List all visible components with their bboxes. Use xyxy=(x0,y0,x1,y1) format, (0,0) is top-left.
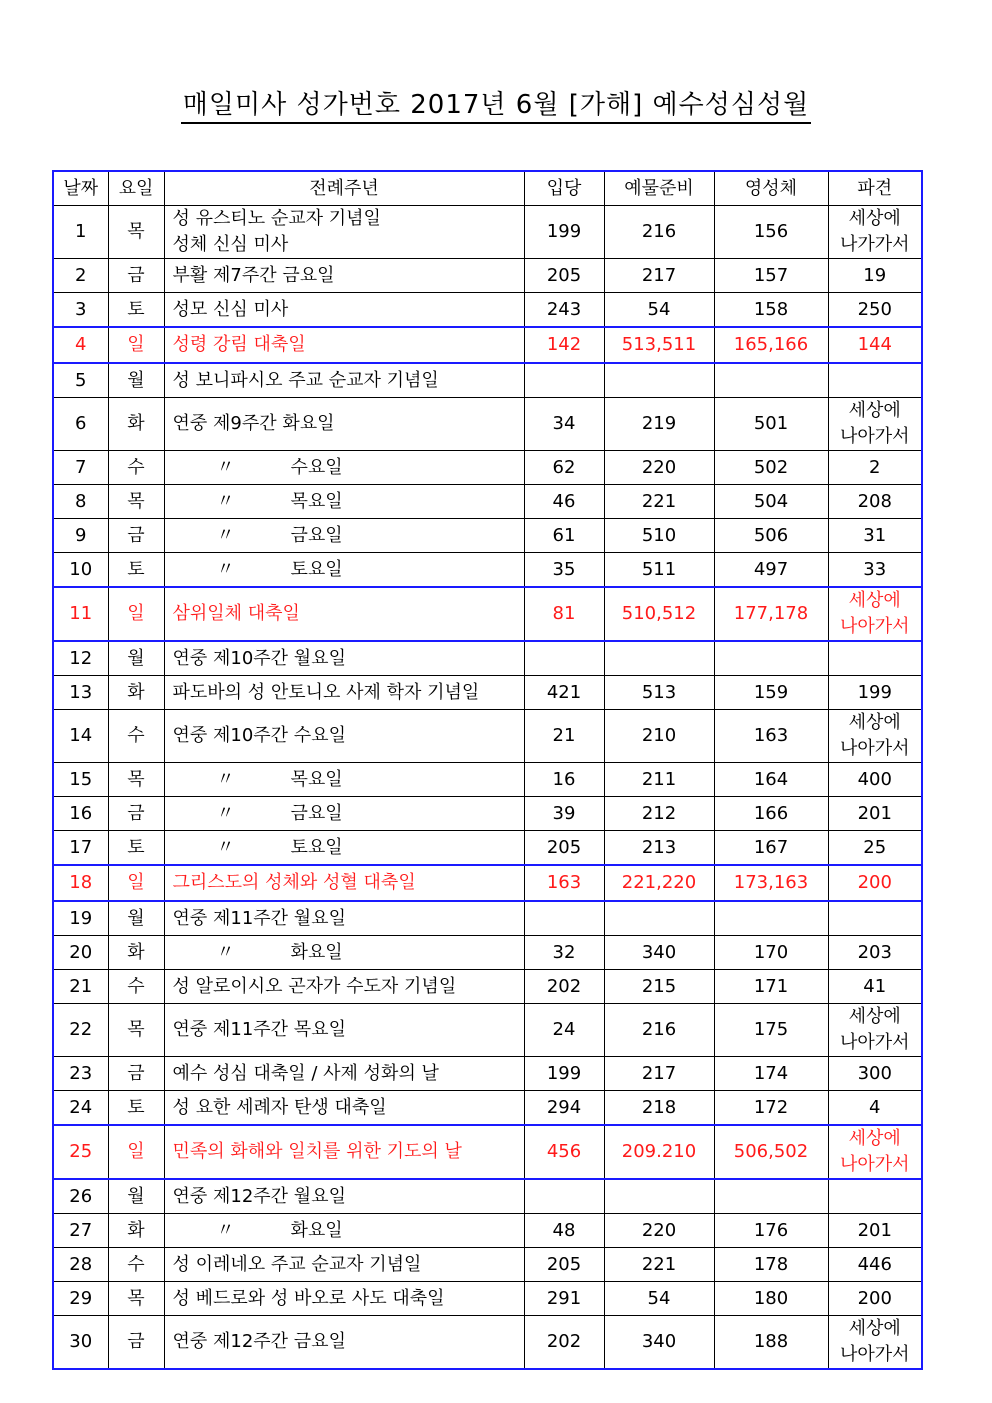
table-row xyxy=(53,553,922,588)
communion-cell: 171 xyxy=(714,970,828,1004)
entrance-cell xyxy=(524,901,604,936)
dismissal-cell: 203 xyxy=(828,936,922,970)
dismissal-cell: 33 xyxy=(828,553,922,588)
day-cell: 16 xyxy=(53,797,108,831)
dismissal-cell xyxy=(828,1179,922,1214)
header-entrance: 입당 xyxy=(524,171,604,206)
day-cell: 9 xyxy=(53,519,108,553)
day-cell: 24 xyxy=(53,1091,108,1126)
dismissal-cell: 세상에 나아가서 xyxy=(828,1316,922,1370)
header-liturgy: 전례주년 xyxy=(164,171,524,206)
header-dismissal: 파견 xyxy=(828,171,922,206)
weekday-cell: 토 xyxy=(108,293,164,328)
dismissal-cell: 19 xyxy=(828,259,922,293)
dismissal-cell: 세상에 나아가서 xyxy=(828,398,922,451)
table-row xyxy=(53,710,922,763)
entrance-cell: 456 xyxy=(524,1125,604,1179)
entrance-cell: 421 xyxy=(524,676,604,710)
weekday-cell: 일 xyxy=(108,327,164,363)
offertory-cell: 209.210 xyxy=(604,1125,714,1179)
weekday-cell: 화 xyxy=(108,676,164,710)
table-row xyxy=(53,206,922,259)
day-cell: 13 xyxy=(53,676,108,710)
entrance-cell: 46 xyxy=(524,485,604,519)
dismissal-cell: 400 xyxy=(828,763,922,797)
offertory-cell: 510 xyxy=(604,519,714,553)
entrance-cell: 291 xyxy=(524,1282,604,1316)
table-row xyxy=(53,641,922,676)
header-date: 날짜 xyxy=(53,171,108,206)
entrance-cell: 61 xyxy=(524,519,604,553)
entrance-cell: 202 xyxy=(524,970,604,1004)
weekday-cell: 목 xyxy=(108,1282,164,1316)
liturgy-cell: 성 유스티노 순교자 기념일 성체 신심 미사 xyxy=(164,206,524,259)
table-row xyxy=(53,398,922,451)
communion-cell: 157 xyxy=(714,259,828,293)
day-cell: 8 xyxy=(53,485,108,519)
day-cell: 22 xyxy=(53,1004,108,1057)
page-title-text: 매일미사 성가번호 2017년 6월 [가해] 예수성심성월 xyxy=(181,90,811,124)
offertory-cell: 221,220 xyxy=(604,865,714,901)
dismissal-cell: 200 xyxy=(828,1282,922,1316)
liturgy-cell: 민족의 화해와 일치를 위한 기도의 날 xyxy=(164,1125,524,1179)
offertory-cell: 221 xyxy=(604,1248,714,1282)
dismissal-cell xyxy=(828,363,922,398)
liturgy-cell: 파도바의 성 안토니오 사제 학자 기념일 xyxy=(164,676,524,710)
liturgy-cell: 연중 제12주간 금요일 xyxy=(164,1316,524,1370)
offertory-cell: 215 xyxy=(604,970,714,1004)
day-cell: 30 xyxy=(53,1316,108,1370)
day-cell: 6 xyxy=(53,398,108,451)
weekday-cell: 목 xyxy=(108,763,164,797)
weekday-cell: 목 xyxy=(108,1004,164,1057)
liturgy-cell: 성 보니파시오 주교 순교자 기념일 xyxy=(164,363,524,398)
ditto-mark: 〃 xyxy=(216,768,235,790)
communion-cell: 177,178 xyxy=(714,587,828,641)
entrance-cell: 39 xyxy=(524,797,604,831)
liturgy-cell: 성 알로이시오 곤자가 수도자 기념일 xyxy=(164,970,524,1004)
table-row xyxy=(53,865,922,901)
dismissal-cell: 446 xyxy=(828,1248,922,1282)
liturgy-text: 토요일 xyxy=(290,558,343,580)
ditto-mark: 〃 xyxy=(216,456,235,478)
table-row xyxy=(53,1004,922,1057)
offertory-cell: 54 xyxy=(604,1282,714,1316)
liturgy-cell: 성 요한 세례자 탄생 대축일 xyxy=(164,1091,524,1126)
dismissal-cell xyxy=(828,901,922,936)
day-cell: 10 xyxy=(53,553,108,588)
table-row xyxy=(53,901,922,936)
offertory-cell xyxy=(604,641,714,676)
communion-cell xyxy=(714,901,828,936)
entrance-cell: 35 xyxy=(524,553,604,588)
table-row xyxy=(53,1179,922,1214)
entrance-cell: 32 xyxy=(524,936,604,970)
table-row xyxy=(53,1248,922,1282)
weekday-cell: 수 xyxy=(108,710,164,763)
liturgy-cell: 연중 제11주간 목요일 xyxy=(164,1004,524,1057)
entrance-cell: 205 xyxy=(524,831,604,866)
entrance-cell xyxy=(524,363,604,398)
weekday-cell: 월 xyxy=(108,1179,164,1214)
communion-cell: 501 xyxy=(714,398,828,451)
communion-cell: 163 xyxy=(714,710,828,763)
weekday-cell: 화 xyxy=(108,398,164,451)
entrance-cell: 48 xyxy=(524,1214,604,1248)
entrance-cell: 202 xyxy=(524,1316,604,1370)
communion-cell xyxy=(714,1179,828,1214)
entrance-cell: 294 xyxy=(524,1091,604,1126)
page-title xyxy=(0,84,992,121)
table-row xyxy=(53,676,922,710)
liturgy-cell: 연중 제10주간 수요일 xyxy=(164,710,524,763)
table-row xyxy=(53,1282,922,1316)
header-communion: 영성체 xyxy=(714,171,828,206)
entrance-cell xyxy=(524,641,604,676)
table-row xyxy=(53,763,922,797)
table-row xyxy=(53,327,922,363)
table-row xyxy=(53,1057,922,1091)
liturgy-cell xyxy=(164,519,524,553)
weekday-cell: 금 xyxy=(108,1316,164,1370)
entrance-cell: 21 xyxy=(524,710,604,763)
communion-cell: 506,502 xyxy=(714,1125,828,1179)
hymn-table xyxy=(52,170,923,1370)
header-weekday: 요일 xyxy=(108,171,164,206)
dismissal-cell: 세상에 나아가서 xyxy=(828,587,922,641)
table-row xyxy=(53,1316,922,1370)
entrance-cell: 34 xyxy=(524,398,604,451)
day-cell: 4 xyxy=(53,327,108,363)
entrance-cell: 199 xyxy=(524,1057,604,1091)
weekday-cell: 화 xyxy=(108,1214,164,1248)
dismissal-cell: 208 xyxy=(828,485,922,519)
day-cell: 27 xyxy=(53,1214,108,1248)
weekday-cell: 목 xyxy=(108,206,164,259)
liturgy-cell xyxy=(164,797,524,831)
liturgy-text: 토요일 xyxy=(290,836,343,858)
communion-cell xyxy=(714,363,828,398)
liturgy-cell: 삼위일체 대축일 xyxy=(164,587,524,641)
offertory-cell: 511 xyxy=(604,553,714,588)
day-cell: 29 xyxy=(53,1282,108,1316)
offertory-cell: 221 xyxy=(604,485,714,519)
communion-cell: 170 xyxy=(714,936,828,970)
ditto-mark: 〃 xyxy=(216,802,235,824)
communion-cell: 159 xyxy=(714,676,828,710)
weekday-cell: 토 xyxy=(108,1091,164,1126)
offertory-cell: 513,511 xyxy=(604,327,714,363)
entrance-cell: 16 xyxy=(524,763,604,797)
dismissal-cell: 41 xyxy=(828,970,922,1004)
dismissal-cell: 144 xyxy=(828,327,922,363)
liturgy-cell: 성 베드로와 성 바오로 사도 대축일 xyxy=(164,1282,524,1316)
day-cell: 23 xyxy=(53,1057,108,1091)
day-cell: 26 xyxy=(53,1179,108,1214)
dismissal-cell: 세상에 나아가서 xyxy=(828,1125,922,1179)
communion-cell: 165,166 xyxy=(714,327,828,363)
dismissal-cell: 200 xyxy=(828,865,922,901)
liturgy-cell xyxy=(164,1214,524,1248)
liturgy-cell xyxy=(164,485,524,519)
weekday-cell: 금 xyxy=(108,519,164,553)
communion-cell: 188 xyxy=(714,1316,828,1370)
weekday-cell: 토 xyxy=(108,831,164,866)
weekday-cell: 월 xyxy=(108,901,164,936)
liturgy-cell xyxy=(164,936,524,970)
communion-cell xyxy=(714,641,828,676)
weekday-cell: 목 xyxy=(108,485,164,519)
liturgy-cell: 연중 제10주간 월요일 xyxy=(164,641,524,676)
liturgy-text: 목요일 xyxy=(290,490,343,512)
communion-cell: 172 xyxy=(714,1091,828,1126)
table-row xyxy=(53,293,922,328)
table-row xyxy=(53,1214,922,1248)
communion-cell: 176 xyxy=(714,1214,828,1248)
communion-cell: 180 xyxy=(714,1282,828,1316)
entrance-cell: 142 xyxy=(524,327,604,363)
liturgy-text: 수요일 xyxy=(290,456,343,478)
liturgy-text: 금요일 xyxy=(290,802,343,824)
day-cell: 7 xyxy=(53,451,108,485)
table-body xyxy=(53,206,922,1370)
communion-cell: 167 xyxy=(714,831,828,866)
day-cell: 19 xyxy=(53,901,108,936)
table-row xyxy=(53,451,922,485)
table-row xyxy=(53,797,922,831)
dismissal-cell: 2 xyxy=(828,451,922,485)
ditto-mark: 〃 xyxy=(216,490,235,512)
dismissal-cell: 세상에 나아가서 xyxy=(828,1004,922,1057)
communion-cell: 178 xyxy=(714,1248,828,1282)
offertory-cell: 340 xyxy=(604,1316,714,1370)
table-row xyxy=(53,259,922,293)
offertory-cell: 219 xyxy=(604,398,714,451)
entrance-cell: 205 xyxy=(524,1248,604,1282)
dismissal-cell: 300 xyxy=(828,1057,922,1091)
table-row xyxy=(53,831,922,866)
offertory-cell xyxy=(604,1179,714,1214)
liturgy-cell: 연중 제11주간 월요일 xyxy=(164,901,524,936)
weekday-cell: 일 xyxy=(108,1125,164,1179)
dismissal-cell: 250 xyxy=(828,293,922,328)
offertory-cell: 211 xyxy=(604,763,714,797)
day-cell: 1 xyxy=(53,206,108,259)
offertory-cell: 212 xyxy=(604,797,714,831)
weekday-cell: 월 xyxy=(108,641,164,676)
dismissal-cell: 4 xyxy=(828,1091,922,1126)
weekday-cell: 일 xyxy=(108,587,164,641)
day-cell: 28 xyxy=(53,1248,108,1282)
entrance-cell: 205 xyxy=(524,259,604,293)
offertory-cell xyxy=(604,901,714,936)
table-row xyxy=(53,363,922,398)
ditto-mark: 〃 xyxy=(216,558,235,580)
liturgy-cell: 성모 신심 미사 xyxy=(164,293,524,328)
entrance-cell xyxy=(524,1179,604,1214)
entrance-cell: 81 xyxy=(524,587,604,641)
communion-cell: 504 xyxy=(714,485,828,519)
liturgy-cell: 성 이레네오 주교 순교자 기념일 xyxy=(164,1248,524,1282)
day-cell: 14 xyxy=(53,710,108,763)
weekday-cell: 토 xyxy=(108,553,164,588)
offertory-cell: 340 xyxy=(604,936,714,970)
communion-cell: 173,163 xyxy=(714,865,828,901)
table-row xyxy=(53,970,922,1004)
weekday-cell: 일 xyxy=(108,865,164,901)
dismissal-cell xyxy=(828,641,922,676)
dismissal-cell: 25 xyxy=(828,831,922,866)
day-cell: 21 xyxy=(53,970,108,1004)
dismissal-cell: 세상에 나가가서 xyxy=(828,206,922,259)
offertory-cell: 216 xyxy=(604,206,714,259)
day-cell: 25 xyxy=(53,1125,108,1179)
liturgy-text: 금요일 xyxy=(290,524,343,546)
entrance-cell: 199 xyxy=(524,206,604,259)
offertory-cell: 510,512 xyxy=(604,587,714,641)
weekday-cell: 수 xyxy=(108,1248,164,1282)
table-header-row xyxy=(53,171,922,206)
table-row xyxy=(53,519,922,553)
day-cell: 20 xyxy=(53,936,108,970)
offertory-cell: 220 xyxy=(604,451,714,485)
communion-cell: 166 xyxy=(714,797,828,831)
day-cell: 3 xyxy=(53,293,108,328)
dismissal-cell: 201 xyxy=(828,797,922,831)
header-offertory: 예물준비 xyxy=(604,171,714,206)
communion-cell: 497 xyxy=(714,553,828,588)
offertory-cell: 220 xyxy=(604,1214,714,1248)
table-row xyxy=(53,1091,922,1126)
communion-cell: 502 xyxy=(714,451,828,485)
liturgy-text: 목요일 xyxy=(290,768,343,790)
liturgy-cell: 성령 강림 대축일 xyxy=(164,327,524,363)
entrance-cell: 163 xyxy=(524,865,604,901)
dismissal-cell: 199 xyxy=(828,676,922,710)
day-cell: 11 xyxy=(53,587,108,641)
dismissal-cell: 201 xyxy=(828,1214,922,1248)
liturgy-cell xyxy=(164,763,524,797)
day-cell: 18 xyxy=(53,865,108,901)
entrance-cell: 243 xyxy=(524,293,604,328)
offertory-cell: 513 xyxy=(604,676,714,710)
liturgy-cell xyxy=(164,451,524,485)
dismissal-cell: 31 xyxy=(828,519,922,553)
ditto-mark: 〃 xyxy=(216,524,235,546)
offertory-cell: 217 xyxy=(604,259,714,293)
liturgy-cell: 예수 성심 대축일 / 사제 성화의 날 xyxy=(164,1057,524,1091)
ditto-mark: 〃 xyxy=(216,1219,235,1241)
offertory-cell: 218 xyxy=(604,1091,714,1126)
liturgy-cell xyxy=(164,831,524,866)
communion-cell: 156 xyxy=(714,206,828,259)
day-cell: 12 xyxy=(53,641,108,676)
table-row xyxy=(53,1125,922,1179)
communion-cell: 174 xyxy=(714,1057,828,1091)
day-cell: 5 xyxy=(53,363,108,398)
liturgy-cell: 그리스도의 성체와 성혈 대축일 xyxy=(164,865,524,901)
day-cell: 2 xyxy=(53,259,108,293)
day-cell: 17 xyxy=(53,831,108,866)
table-row xyxy=(53,485,922,519)
table-row xyxy=(53,587,922,641)
ditto-mark: 〃 xyxy=(216,941,235,963)
offertory-cell: 213 xyxy=(604,831,714,866)
liturgy-cell xyxy=(164,553,524,588)
entrance-cell: 24 xyxy=(524,1004,604,1057)
ditto-mark: 〃 xyxy=(216,836,235,858)
liturgy-cell: 부활 제7주간 금요일 xyxy=(164,259,524,293)
offertory-cell xyxy=(604,363,714,398)
weekday-cell: 금 xyxy=(108,797,164,831)
weekday-cell: 금 xyxy=(108,1057,164,1091)
liturgy-cell: 연중 제9주간 화요일 xyxy=(164,398,524,451)
liturgy-text: 화요일 xyxy=(290,1219,343,1241)
weekday-cell: 월 xyxy=(108,363,164,398)
day-cell: 15 xyxy=(53,763,108,797)
offertory-cell: 54 xyxy=(604,293,714,328)
weekday-cell: 수 xyxy=(108,970,164,1004)
dismissal-cell: 세상에 나아가서 xyxy=(828,710,922,763)
liturgy-cell: 연중 제12주간 월요일 xyxy=(164,1179,524,1214)
weekday-cell: 화 xyxy=(108,936,164,970)
entrance-cell: 62 xyxy=(524,451,604,485)
communion-cell: 506 xyxy=(714,519,828,553)
weekday-cell: 수 xyxy=(108,451,164,485)
communion-cell: 164 xyxy=(714,763,828,797)
weekday-cell: 금 xyxy=(108,259,164,293)
offertory-cell: 217 xyxy=(604,1057,714,1091)
offertory-cell: 210 xyxy=(604,710,714,763)
table-row xyxy=(53,936,922,970)
offertory-cell: 216 xyxy=(604,1004,714,1057)
communion-cell: 175 xyxy=(714,1004,828,1057)
communion-cell: 158 xyxy=(714,293,828,328)
liturgy-text: 화요일 xyxy=(290,941,343,963)
